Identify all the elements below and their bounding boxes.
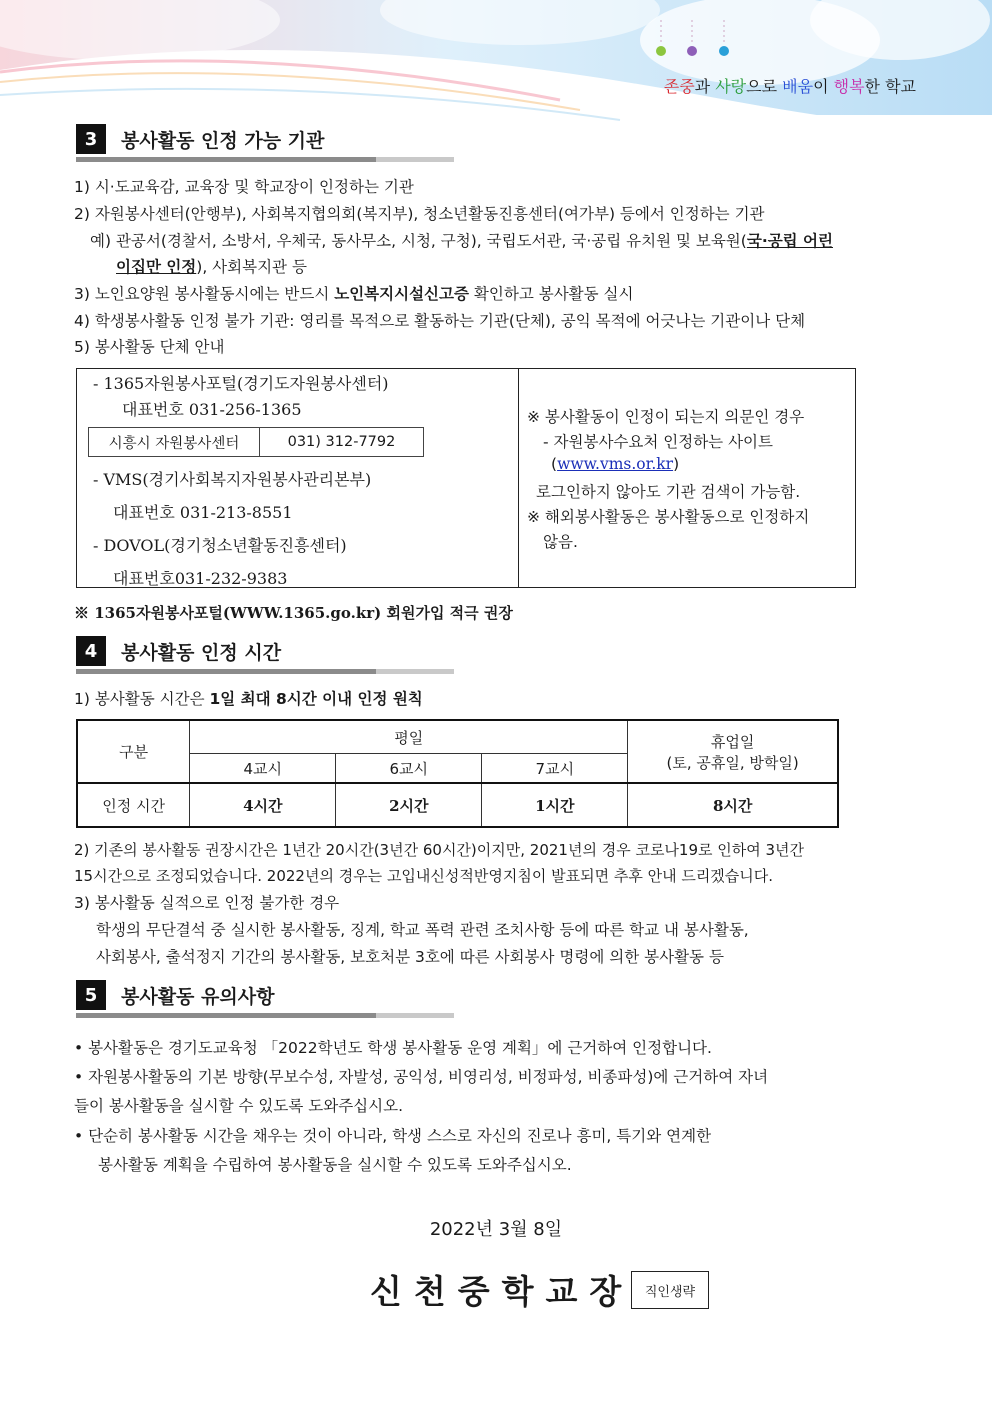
- value-holiday: 8시간: [628, 783, 838, 827]
- th-period-6: 6교시: [336, 754, 482, 784]
- heading-underline-light: [376, 157, 454, 162]
- slogan-part: 으로: [746, 77, 783, 96]
- s4-item-1: [74, 687, 423, 709]
- decor-dot-green: [656, 46, 666, 56]
- box-divider: [518, 369, 519, 587]
- s3-example-cont: [116, 255, 307, 277]
- note-search: 로그인하지 않아도 기관 검색이 가능함.: [536, 483, 801, 501]
- th-holiday-label: 휴업일: [710, 732, 755, 751]
- th-holiday-detail: (토, 공휴일, 방학일): [666, 753, 799, 772]
- decor-dot-blue: [719, 46, 729, 56]
- document-date: 2022년 3월 8일: [429, 1219, 563, 1240]
- school-slogan: [664, 74, 916, 97]
- siheung-center-phone: 031) 312-7792: [287, 434, 396, 450]
- s4-item-2: 2) 기존의 봉사활동 권장시간은 1년간 20시간(3년간 60시간)이지만, 2021년의 경우 코로나19로 인하여 3년간: [74, 841, 805, 859]
- s3-item-1: 1) 시·도교육감, 교육장 및 학교장이 인정하는 기관: [74, 178, 414, 196]
- s3-example-text: 예) 관공서(경찰서, 소방서, 우체국, 동사무소, 시청, 구청), 국립도서관, 국·공립 유치원 및 보육원(: [90, 232, 747, 250]
- note-site: - 자원봉사수요처 인정하는 사이트: [543, 433, 773, 451]
- note-inquiry: ※ 봉사활동이 인정이 되는지 의문인 경우: [527, 408, 805, 426]
- s3-example-emphasis-2: 이집만 인정: [116, 258, 197, 276]
- hours-table: [76, 719, 839, 828]
- s5-bullet-3: • 단순히 봉사활동 시간을 채우는 것이 아니라, 학생 스스로 자신의 진로나 흥미, 특기와 연계한: [74, 1127, 712, 1145]
- signup-note: ※ 1365자원봉사포털(WWW.1365.go.kr) 회원가입 적극 권장: [74, 604, 513, 622]
- th-category: 구분: [77, 720, 190, 783]
- principal-signature: 신천중학교장: [370, 1272, 634, 1311]
- s3-item-3-bold: 노인복지시설신고증: [334, 285, 469, 303]
- seal-omitted-stamp: 직인생략: [631, 1271, 709, 1309]
- s4-item-3: 3) 봉사활동 실적으로 인정 불가한 경우: [74, 894, 340, 912]
- th-period-4: 4교시: [190, 754, 336, 784]
- org-1365-phone: 대표번호 031-256-1365: [122, 400, 302, 419]
- section-title: 봉사활동 인정 시간: [121, 642, 282, 664]
- note-link-line: [551, 455, 679, 473]
- row-label: 인정 시간: [77, 783, 190, 827]
- heading-underline: [76, 1013, 376, 1018]
- s5-bullet-2: • 자원봉사활동의 기본 방향(무보수성, 자발성, 공익성, 비영리성, 비정파성, 비종파성)에 근거하여 자녀: [74, 1068, 769, 1086]
- siheung-center-name: 시흥시 자원봉사센터: [89, 428, 260, 456]
- value-6-period: 2시간: [336, 783, 482, 827]
- s3-item-3-pre: 3) 노인요양원 봉사활동시에는 반드시: [74, 285, 335, 303]
- section-title: 봉사활동 인정 가능 기관: [121, 130, 325, 152]
- decor-dot-purple: [687, 46, 697, 56]
- org-dovol-phone: 대표번호031-232-9383: [113, 569, 288, 588]
- org-1365: - 1365자원봉사포털(경기도자원봉사센터): [93, 374, 389, 393]
- s3-item-3-post: 확인하고 봉사활동 실시: [468, 285, 634, 303]
- organizations-box: [76, 368, 856, 588]
- value-4-period: 4시간: [190, 783, 336, 827]
- s3-item-4: 4) 학생봉사활동 인정 불가 기관: 영리를 목적으로 활동하는 기관(단체), 공익 목적에 어긋나는 기관이나 단체: [74, 312, 806, 330]
- section-4-heading: [76, 636, 456, 676]
- heading-underline-light: [376, 1013, 454, 1018]
- s4-item-3-detail: 학생의 무단결석 중 실시한 봉사활동, 징계, 학교 폭력 관련 조치사항 등에 따른 학교 내 봉사활동,: [96, 921, 749, 939]
- heading-underline: [76, 669, 376, 674]
- slogan-part: 과: [694, 77, 716, 96]
- s3-example-emphasis: 국·공립 어린: [746, 232, 833, 250]
- paren-close: ): [673, 455, 680, 473]
- s5-bullet-2-cont: 들이 봉사활동을 실시할 수 있도록 도와주십시오.: [74, 1097, 404, 1115]
- slogan-word-love: 사랑: [715, 77, 747, 96]
- heading-underline: [76, 157, 376, 162]
- s4-item-1-bold: 1일 최대 8시간 이내 인정 원칙: [209, 690, 423, 708]
- section-number: 3: [76, 124, 106, 154]
- th-weekday: 평일: [190, 720, 628, 754]
- section-5-heading: [76, 980, 456, 1020]
- section-number: 5: [76, 980, 106, 1010]
- s4-item-3-detail-2: 사회봉사, 출석정지 기간의 봉사활동, 보호처분 3호에 따른 사회봉사 명령에 의한 봉사활동 등: [96, 948, 724, 966]
- vms-link[interactable]: www.vms.or.kr: [557, 455, 674, 473]
- s4-item-1-pre: 1) 봉사활동 시간은: [74, 690, 210, 708]
- section-3-heading: [76, 124, 456, 164]
- s5-bullet-1: • 봉사활동은 경기도교육청 「2022학년도 학생 봉사활동 운영 계획」에 근거하여 인정합니다.: [74, 1039, 712, 1057]
- header-decoration: [0, 0, 992, 200]
- slogan-word-happiness: 행복: [833, 77, 865, 96]
- section-number: 4: [76, 636, 106, 666]
- s3-example-text-2: ), 사회복지관 등: [196, 258, 307, 276]
- org-vms: - VMS(경기사회복지자원봉사관리본부): [93, 470, 372, 489]
- s5-bullet-3-cont: 봉사활동 계획을 수립하여 봉사활동을 실시할 수 있도록 도와주십시오.: [98, 1156, 572, 1174]
- s3-item-5: 5) 봉사활동 단체 안내: [74, 338, 225, 356]
- siheung-center-table: [88, 427, 424, 457]
- note-overseas-2: 않음.: [543, 533, 578, 551]
- heading-underline-light: [376, 669, 454, 674]
- note-overseas: ※ 해외봉사활동은 봉사활동으로 인정하지: [527, 508, 810, 526]
- value-7-period: 1시간: [482, 783, 628, 827]
- s3-item-2: 2) 자원봉사센터(안행부), 사회복지협의회(복지부), 청소년활동진흥센터(여가부) 등에서 인정하는 기관: [74, 205, 765, 223]
- slogan-word-respect: 존중: [663, 77, 695, 96]
- s3-example: [90, 229, 833, 251]
- org-vms-phone: 대표번호 031-213-8551: [113, 503, 293, 522]
- slogan-part: 이: [813, 77, 834, 96]
- th-holiday: [628, 720, 838, 783]
- org-dovol: - DOVOL(경기청소년활동진흥센터): [93, 536, 347, 555]
- th-period-7: 7교시: [482, 754, 628, 784]
- slogan-part: 한 학교: [864, 77, 916, 96]
- s3-item-3: [74, 282, 634, 304]
- s4-item-2-cont: 15시간으로 조정되었습니다. 2022년의 경우는 고입내신성적반영지침이 발표되면 추후 안내 드리겠습니다.: [74, 867, 774, 885]
- section-title: 봉사활동 유의사항: [121, 986, 275, 1008]
- paren-open: (: [551, 455, 558, 473]
- slogan-word-learning: 배움: [782, 77, 814, 96]
